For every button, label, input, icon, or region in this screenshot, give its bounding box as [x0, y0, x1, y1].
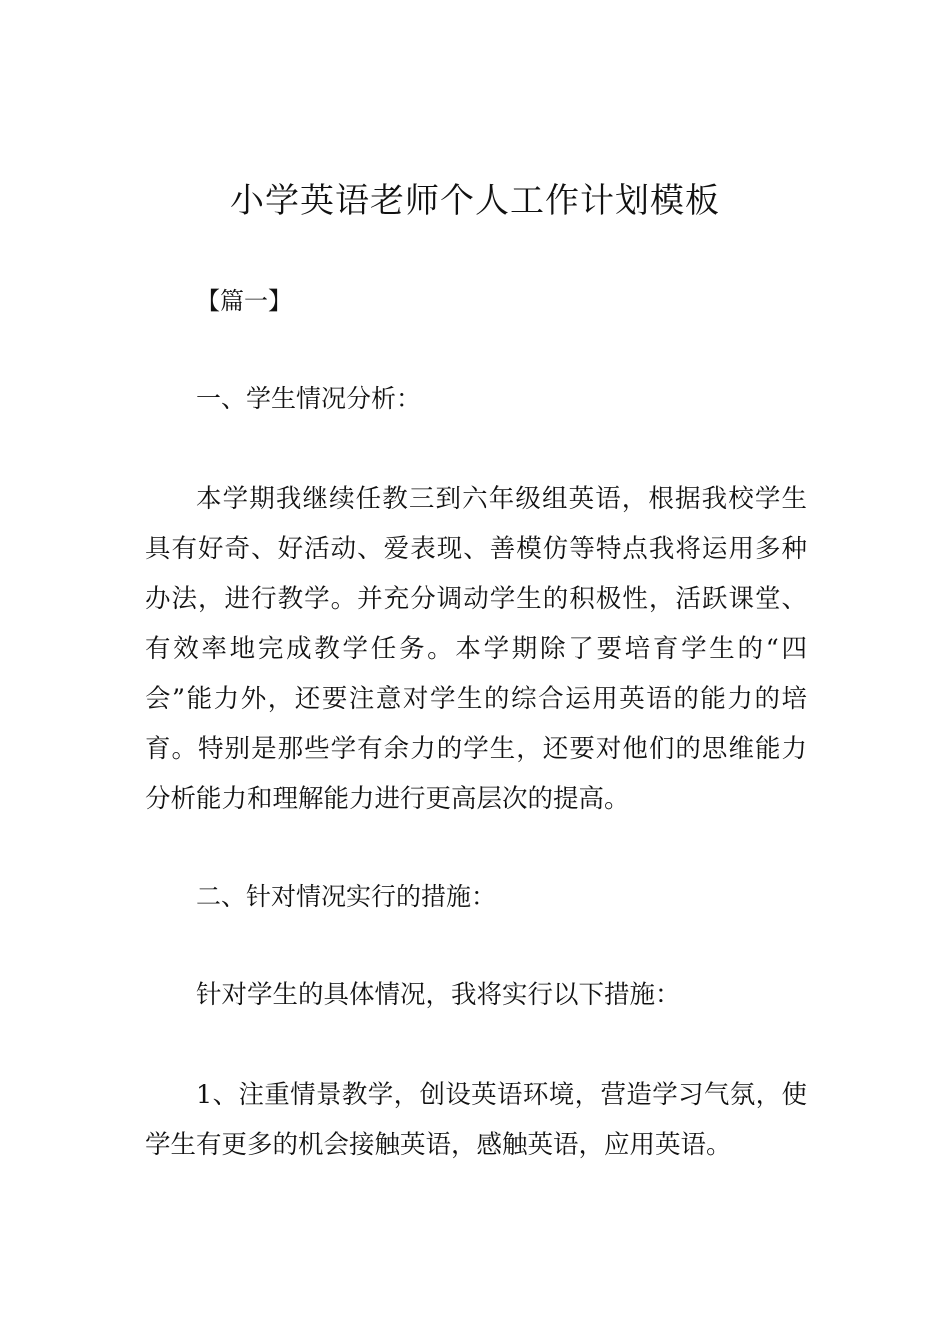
heading-student-analysis: 一、学生情况分析： — [196, 384, 422, 413]
paragraph-measures-intro: 针对学生的具体情况，我将实行以下措施： — [196, 980, 681, 1010]
heading-measures: 二、针对情况实行的措施： — [196, 882, 497, 911]
document-title: 小学英语老师个人工作计划模板 — [230, 181, 720, 221]
paragraph-student-analysis: 本学期我继续任教三到六年级组英语，根据我校学生具有好奇、好活动、爱表现、善模仿等特点我将运用多种办法，进行教学。并充分调动学生的积极性，活跃课堂、有效率地完成教学任务。本学期除了要培育学生的“四会”能力外，还要注意对学生的综合运用英语的能力的培育。特别是那些学有余力的学生，还要对他们的思维能力分析能力和理解能力进行更高层次的提高。 — [145, 484, 807, 814]
section-label: 【篇一】 — [196, 287, 292, 315]
paragraph-measure-1: 1、注重情景教学，创设英语环境，营造学习气氛，使学生有更多的机会接触英语，感触英语，应用英语。 — [145, 1080, 807, 1160]
